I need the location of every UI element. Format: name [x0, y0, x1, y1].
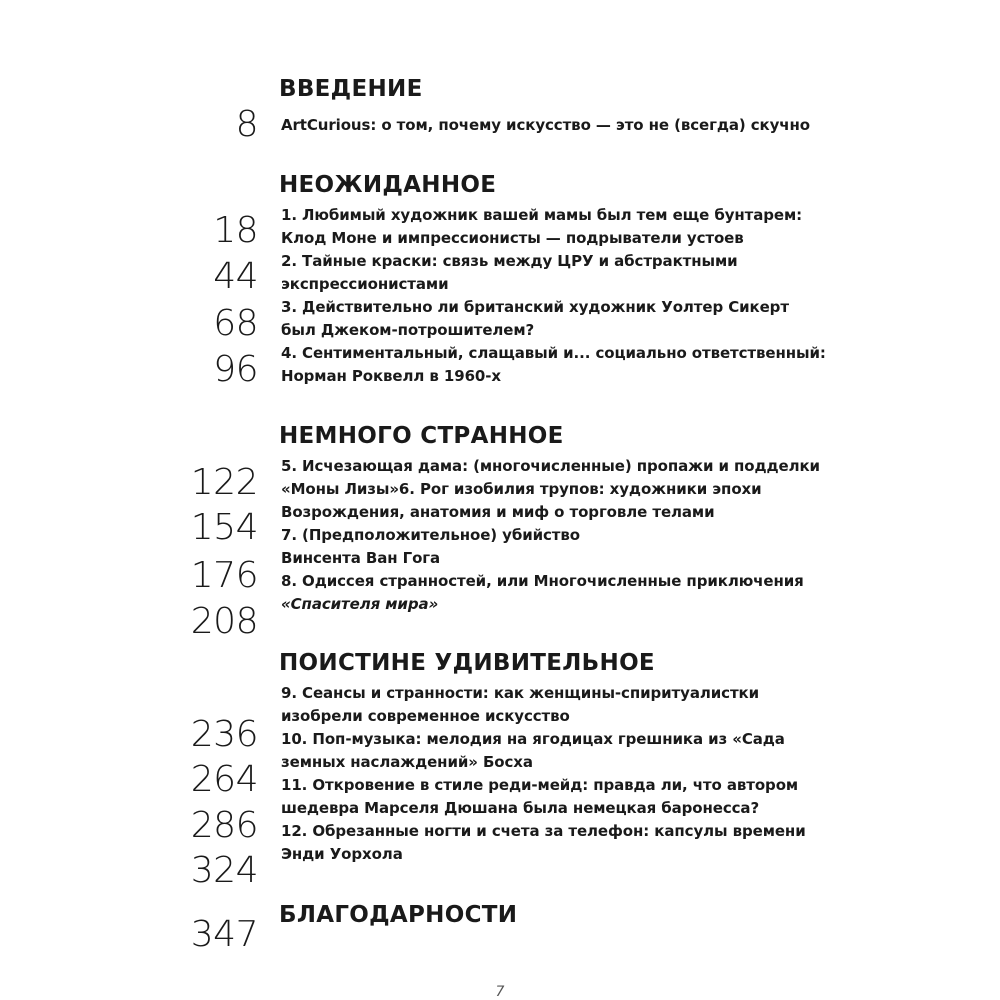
toc-entry-line: 4. Сентиментальный, слащавый и... социально ответственный: [281, 344, 826, 362]
toc-entry-line: земных наслаждений» Босха [281, 753, 533, 771]
toc-entry-line: Возрождения, анатомия и миф о торговле телами [281, 503, 715, 521]
section-heading-acknowledgements: БЛАГОДАРНОСТИ [279, 902, 518, 928]
page-number: 264 [190, 759, 258, 800]
toc-entry-line: 2. Тайные краски: связь между ЦРУ и абстрактными [281, 252, 738, 270]
page-number: 286 [190, 805, 258, 846]
page-number: 324 [190, 850, 258, 891]
page-number: 18 [213, 210, 258, 251]
page-number: 176 [190, 555, 258, 596]
toc-entry-line: был Джеком-потрошителем? [281, 321, 535, 339]
toc-entry-line: «Спасителя мира» [281, 595, 439, 613]
toc-entry-line: Энди Уорхола [281, 845, 403, 863]
toc-entry-line: 3. Действительно ли британский художник Уолтер Сикерт [281, 298, 789, 316]
page-number: 236 [190, 714, 258, 755]
page-number: 44 [213, 256, 258, 297]
toc-entry-line: 9. Сеансы и странности: как женщины-спиритуалистки [281, 684, 760, 702]
page-number: 68 [213, 303, 258, 344]
section-heading-introduction: ВВЕДЕНИЕ [279, 76, 423, 102]
toc-entry-line: 1. Любимый художник вашей мамы был тем еще бунтарем: [281, 206, 803, 224]
toc-entry-line: 7. (Предположительное) убийство [281, 526, 581, 544]
toc-entry-line: изобрели современное искусство [281, 707, 570, 725]
page-number: 208 [190, 601, 258, 642]
page-number: 96 [213, 349, 258, 390]
toc-entry-line: Норман Роквелл в 1960-х [281, 367, 501, 385]
toc-entry-line: 11. Откровение в стиле реди-мейд: правда ли, что автором [281, 776, 799, 794]
toc-entry-line: «Моны Лизы»6. Рог изобилия трупов: художники эпохи [281, 480, 762, 498]
toc-entry-line: 10. Поп-музыка: мелодия на ягодицах грешника из «Сада [281, 730, 785, 748]
section-heading-unexpected: НЕОЖИДАННОЕ [279, 172, 497, 198]
page-number: 347 [190, 914, 258, 955]
toc-entry-line: 12. Обрезанные ногти и счета за телефон: капсулы времени [281, 822, 806, 840]
page-number: 122 [190, 462, 258, 503]
toc-entry-line: Клод Моне и импрессионисты — подрыватели устоев [281, 229, 744, 247]
toc-entry-line: шедевра Марселя Дюшана была немецкая баронесса? [281, 799, 760, 817]
section-heading-truly-amazing: ПОИСТИНЕ УДИВИТЕЛЬНОЕ [279, 650, 655, 676]
page-folio: 7 [495, 984, 505, 1000]
toc-entry-line: 5. Исчезающая дама: (многочисленные) пропажи и подделки [281, 457, 820, 475]
toc-entry-line: ArtCurious: о том, почему искусство — это не (всегда) скучно [281, 116, 810, 134]
page-number: 154 [190, 507, 258, 548]
toc-entry-line: Винсента Ван Гога [281, 549, 441, 567]
page-number: 8 [235, 104, 258, 145]
section-heading-somewhat-strange: НЕМНОГО СТРАННОЕ [279, 423, 564, 449]
toc-entry-line: экспрессионистами [281, 275, 449, 293]
toc-entry-line: 8. Одиссея странностей, или Многочисленные приключения [281, 572, 804, 590]
